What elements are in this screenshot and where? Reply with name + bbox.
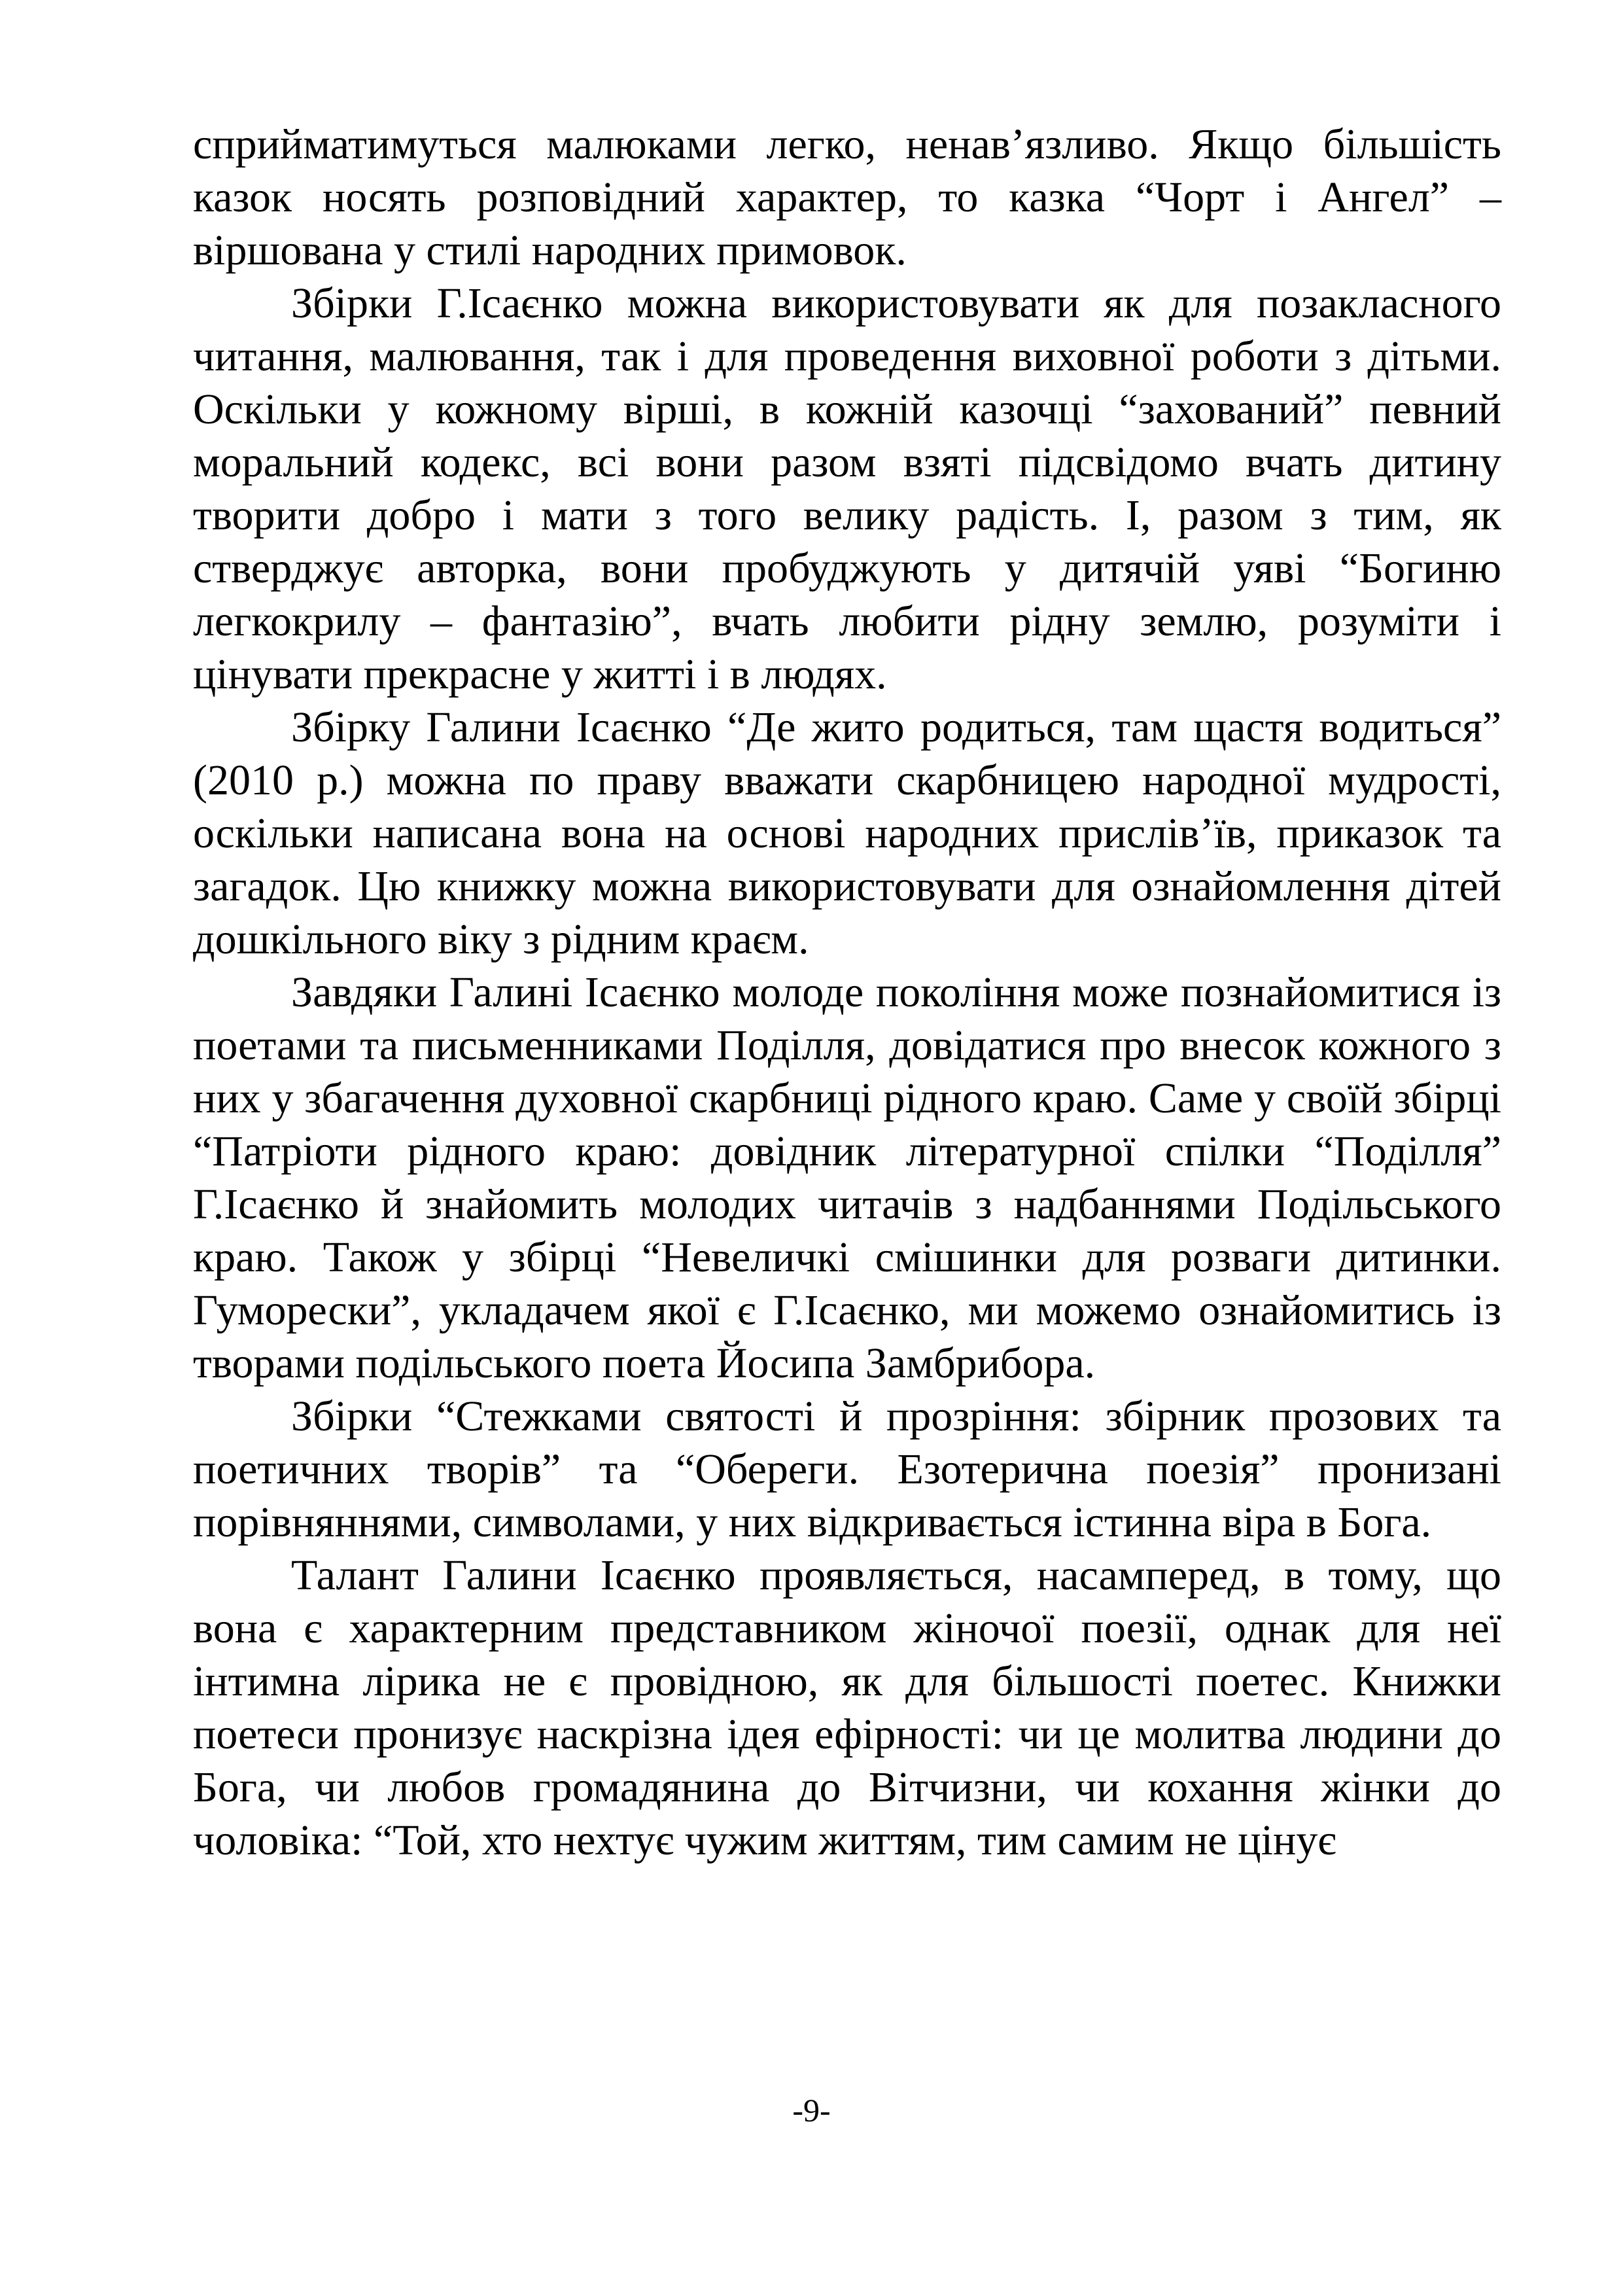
paragraph: Завдяки Галині Ісаєнко молоде покоління може познайомитися із поетами та письменниками Поділля, довідатися про внесок кожного з них у збагачення духовної скарбниці рідного краю. Саме у своїй збірці “Патріоти рідного краю: довідник літературної спілки “Поділля” Г.Ісаєнко й знайомить молодих читачів з надбаннями Подільського краю. Також у збірці “Невеличкі смішинки для розваги дитинки. Гуморески”, укладачем якої є Г.Ісаєнко, ми можемо ознайомитись із творами подільського поета Йосипа Замбрибора.: [193, 968, 1501, 1387]
paragraph-continuation: сприйматимуться малюками легко, ненав’язливо. Якщо більшість казок носять розповідний характер, то казка “Чорт і Ангел” – віршована у стилі народних примовок.: [193, 120, 1501, 274]
paragraph: Збірки “Стежками святості й прозріння: збірник прозових та поетичних творів” та “Обереги. Езотерична поезія” пронизані порівняннями, символами, у них відкривається істинна віра в Бога.: [193, 1392, 1501, 1546]
page-number: -9-: [792, 2092, 831, 2128]
paragraph: Талант Галини Ісаєнко проявляється, насамперед, в тому, що вона є характерним представником жіночої поезії, однак для неї інтимна лірика не є провідною, як для більшості поетес. Книжки поетеси пронизує наскрізна ідея ефірності: чи це молитва людини до Бога, чи любов громадянина до Вітчизни, чи кохання жінки до чоловіка: “Той, хто нехтує чужим життям, тим самим не цінує: [193, 1551, 1501, 1864]
paragraph: Збірку Галини Ісаєнко “Де жито родиться, там щастя водиться” (2010 р.) можна по праву вважати скарбницею народної мудрості, оскільки написана вона на основі народних прислів’їв, приказок та загадок. Цю книжку можна використовувати для ознайомлення дітей дошкільного віку з рідним краєм.: [193, 703, 1501, 963]
body-text: [193, 118, 1501, 1867]
paragraph: Збірки Г.Ісаєнко можна використовувати як для позакласного читання, малювання, так і для проведення виховної роботи з дітьми. Оскільки у кожному вірші, в кожній казочці “захований” певний моральний кодекс, всі вони разом взяті підсвідомо вчать дитину творити добро і мати з того велику радість. І, разом з тим, як стверджує авторка, вони пробуджують у дитячій уяві “Богиню легкокрилу – фантазію”, вчать любити рідну землю, розуміти і цінувати прекрасне у житті і в людях.: [193, 279, 1501, 698]
